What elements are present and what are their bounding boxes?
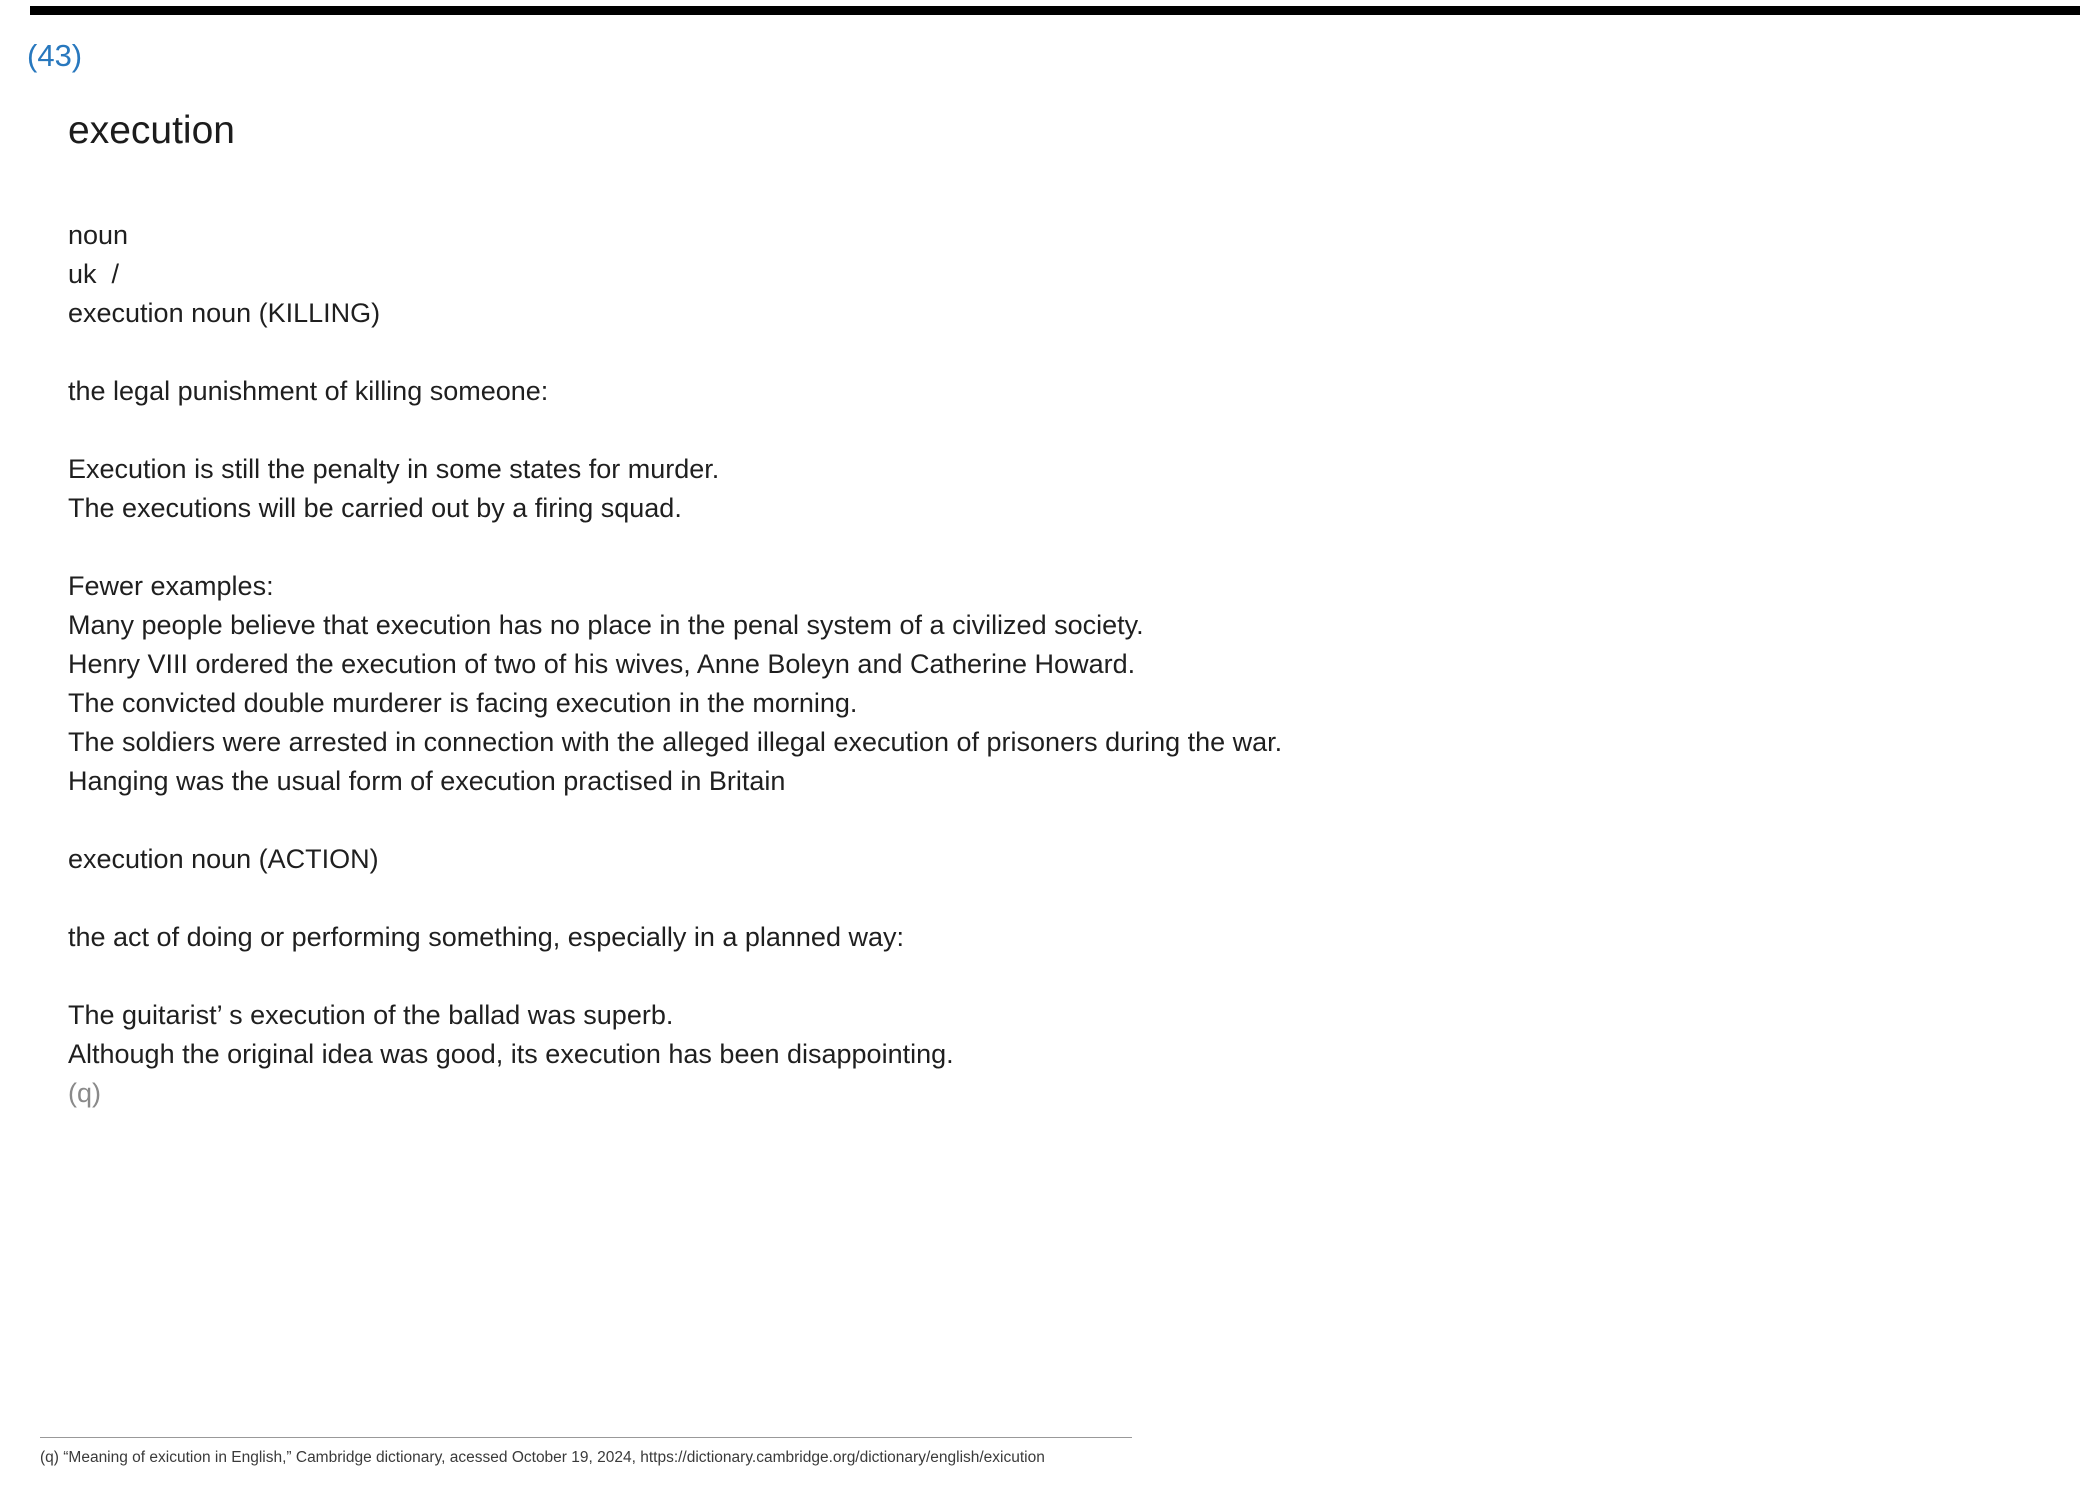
text-line: Henry VIII ordered the execution of two of his wives, Anne Boleyn and Catherine Howard. (68, 649, 1136, 679)
sense2-examples-block (68, 996, 2020, 1113)
fewer-examples-list (68, 606, 2020, 801)
text-line: Hanging was the usual form of execution practised in Britain (68, 766, 786, 796)
text-line: noun (68, 220, 129, 250)
text-line: The executions will be carried out by a firing squad. (68, 493, 682, 523)
footnote-rule (40, 1437, 1132, 1438)
footnote-marker: (q) (68, 1078, 101, 1108)
text-line: execution noun (KILLING) (68, 298, 381, 328)
text-line: uk / (68, 259, 120, 289)
entry-meta (68, 216, 2020, 333)
text-line: The convicted double murderer is facing execution in the morning. (68, 688, 858, 718)
fewer-examples-label: Fewer examples: (68, 571, 274, 601)
text-line: Although the original idea was good, its execution has been disappointing. (68, 1039, 954, 1069)
sense2-definition: the act of doing or performing something, especially in a planned way: (68, 922, 904, 952)
sense2-heading: execution noun (ACTION) (68, 844, 379, 874)
headword: execution (68, 109, 235, 152)
page-number: (43) (27, 38, 83, 73)
text-line: The guitarist’ s execution of the ballad was superb. (68, 1000, 674, 1030)
text-line: The soldiers were arrested in connection with the alleged illegal execution of prisoners during the war. (68, 727, 1283, 757)
sense1-definition: the legal punishment of killing someone: (68, 376, 549, 406)
top-border (30, 6, 2080, 15)
dictionary-entry (68, 104, 2020, 1152)
fewer-examples-block (68, 567, 2020, 801)
text-line: Execution is still the penalty in some states for murder. (68, 454, 720, 484)
sense1-examples (68, 450, 2020, 528)
sense2-examples (68, 996, 2020, 1074)
text-line: Many people believe that execution has no place in the penal system of a civilized society. (68, 610, 1144, 640)
citation-text: (q) “Meaning of exicution in English,” Cambridge dictionary, acessed October 19, 2024, https://dictionary.cambridge.org/dictionary/english/exicution (40, 1449, 1045, 1466)
